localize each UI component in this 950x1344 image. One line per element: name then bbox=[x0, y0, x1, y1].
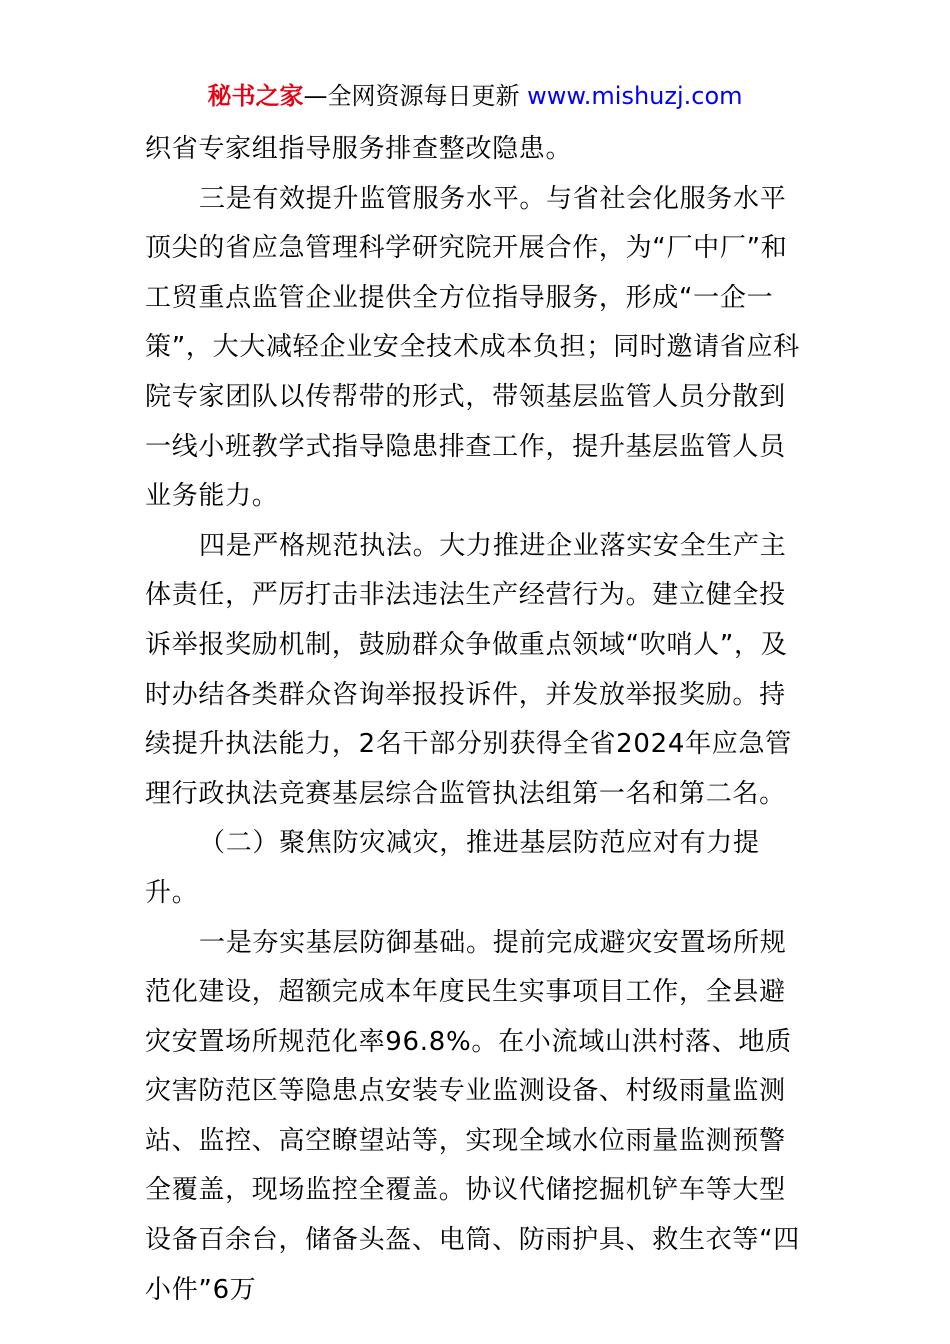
paragraph-law-enforcement: 四是严格规范执法。大力推进企业落实安全生产主体责任，严厉打击非法违法生产经营行为。建立健全投诉举报奖励机制，鼓励群众争做重点领域“吹哨人”，及时办结各类群众咨询举报投诉件，并发放举报奖励。持续提升执法能力，2名干部分别获得全省2024年应急管理行政执法竞赛基层综合监管执法组第一名和第二名。 bbox=[145, 530, 792, 809]
paragraph-grassroots-defense: 一是夯实基层防御基础。提前完成避灾安置场所规范化建设，超额完成本年度民生实事项目工作，全县避灾安置场所规范化率96.8%。在小流域山洪村落、地质灾害防范区等隐患点安装专业监测设备、村级雨量监测站、监控、高空瞭望站等，实现全域水位雨量监测预警全覆盖，现场监控全覆盖。协议代储挖掘机铲车等大型设备百余台，储备头盔、电筒、防雨护具、救生衣等“四小件”6万 bbox=[145, 927, 800, 1305]
header-slogan: —全网资源每日更新 bbox=[303, 82, 528, 110]
header-brand: 秘书之家 bbox=[207, 82, 304, 110]
header-url-link[interactable]: www.mishuzj.com bbox=[527, 82, 743, 110]
section-heading-disaster-prevention: （二）聚焦防灾减灾，推进基层防范应对有力提升。 bbox=[145, 828, 760, 908]
page-header bbox=[0, 80, 950, 112]
paragraph-continuation: 织省专家组指导服务排查整改隐患。 bbox=[145, 134, 573, 164]
paragraph-supervision-service: 三是有效提升监管服务水平。与省社会化服务水平顶尖的省应急管理科学研究院开展合作，为“厂中厂”和工贸重点监管企业提供全方位指导服务，形成“一企一策”，大大减轻企业安全技术成本负担；同时邀请省应科院专家团队以传帮带的形式，带领基层监管人员分散到一线小班教学式指导隐患排查工作，提升基层监管人员业务能力。 bbox=[145, 183, 800, 512]
document-body bbox=[145, 125, 809, 1315]
